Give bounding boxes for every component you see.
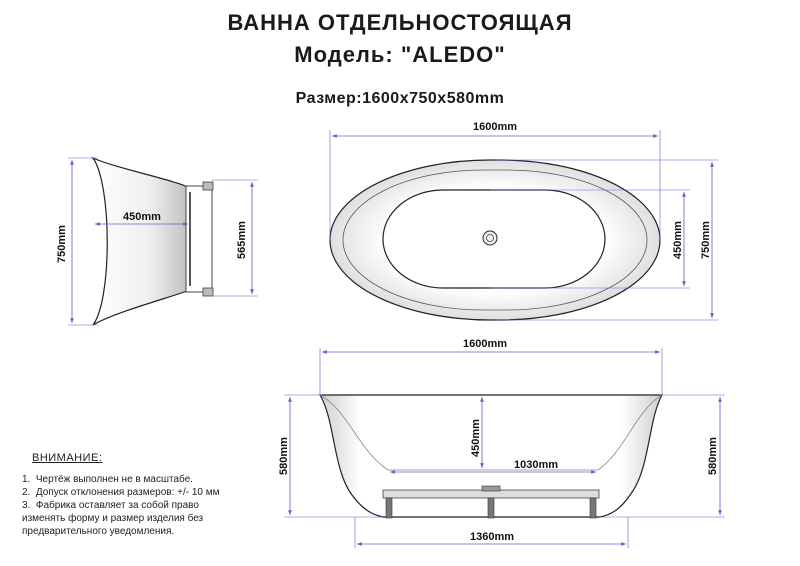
side-width-label: 450mm	[123, 211, 161, 223]
front-bottom-length-label: 1360mm	[469, 531, 515, 543]
front-top-length-label: 1600mm	[462, 338, 508, 350]
leg	[590, 498, 596, 518]
note-item: 2. Допуск отклонения размеров: +/- 10 мм	[22, 487, 220, 498]
top-width-label: 750mm	[700, 221, 712, 259]
note-item: предварительного уведомления.	[22, 526, 175, 537]
notes-block	[22, 452, 292, 538]
top-view	[330, 121, 718, 320]
front-depth-label: 450mm	[470, 419, 482, 457]
model-name: Модель: "ALEDO"	[294, 42, 506, 67]
drawing-title: ВАННА ОТДЕЛЬНОСТОЯЩАЯ	[227, 10, 573, 35]
front-inner-length-label: 1030mm	[513, 459, 559, 471]
note-item: 1. Чертёж выполнен не в масштабе.	[22, 474, 193, 485]
drain-icon	[483, 231, 497, 245]
size-label: Размер:1600x750x580mm	[295, 90, 505, 107]
side-inner-height-label: 565mm	[236, 221, 248, 259]
note-item: 3. Фабрика оставляет за собой право	[22, 500, 199, 511]
top-inner-width-label: 450mm	[672, 221, 684, 259]
front-view	[278, 338, 725, 548]
side-view-body	[93, 158, 190, 325]
leg	[488, 498, 494, 518]
front-left-height-label: 580mm	[278, 437, 290, 475]
front-right-height-label: 580mm	[707, 437, 719, 475]
side-height-label: 750mm	[56, 225, 68, 263]
leg	[386, 498, 392, 518]
note-item: изменять форму и размер изделия без	[22, 513, 204, 524]
notes-heading: ВНИМАНИЕ:	[32, 452, 103, 464]
top-length-label: 1600mm	[472, 121, 518, 133]
side-view	[56, 158, 258, 325]
